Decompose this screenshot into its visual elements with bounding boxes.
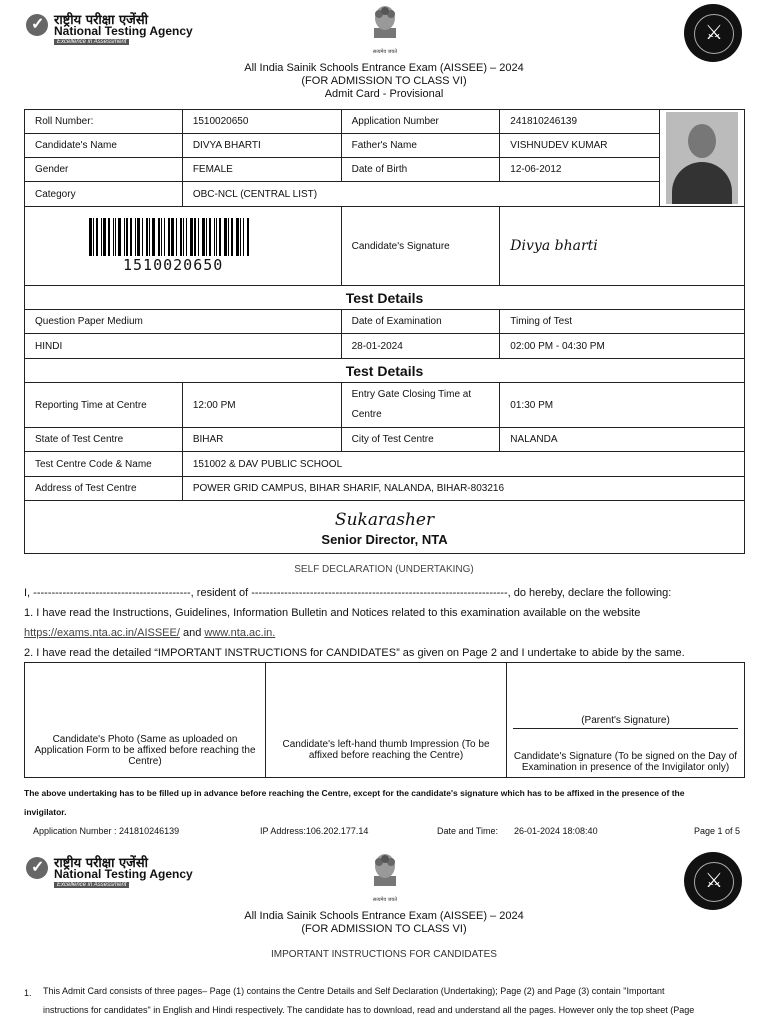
candidate-signature: Divya bharti (510, 238, 598, 254)
barcode-bar (214, 218, 215, 256)
sainik-school-seal-icon: ⚔ (684, 4, 742, 62)
gate-closing-label: Entry Gate Closing Time at Centre (341, 383, 500, 428)
link-separator: and (179, 627, 205, 639)
barcode-bar (161, 218, 162, 256)
candidate-signature-instruction: Candidate's Signature (To be signed on the Day of Examination in presence of the Invigilator only) (513, 751, 738, 773)
nta-logo (24, 10, 204, 56)
aissee-link[interactable]: https://exams.nta.ac.in/AISSEE/ (24, 627, 180, 639)
exam-subtitle: (FOR ADMISSION TO CLASS VI) (301, 75, 467, 87)
exam-date-value: 28-01-2024 (341, 334, 500, 359)
barcode-bar (183, 218, 184, 256)
footer-ip-address: IP Address:106.202.177.14 (260, 826, 369, 836)
gender-value: FEMALE (182, 158, 341, 182)
director-title: Senior Director, NTA (321, 531, 448, 547)
barcode-bar (168, 218, 170, 256)
category-value: OBC-NCL (CENTRAL LIST) (182, 182, 659, 207)
city-label: City of Test Centre (341, 428, 500, 452)
footer-datetime: 26-01-2024 18:08:40 (514, 826, 598, 836)
barcode-bar (180, 218, 182, 256)
roll-value: 1510020650 (182, 110, 341, 134)
director-cell (25, 501, 745, 554)
logo-hindi-text: राष्ट्रीय परीक्षा एजेंसी (54, 856, 148, 871)
reporting-value: 12:00 PM (182, 383, 341, 428)
medium-label: Question Paper Medium (25, 310, 342, 334)
father-value: VISHNUDEV KUMAR (500, 134, 660, 158)
emblem-motto: सत्यमेव जयते (372, 49, 398, 55)
candidate-photo (660, 110, 745, 207)
gender-label: Gender (25, 158, 183, 182)
barcode-bar (142, 218, 143, 256)
national-emblem-icon (364, 850, 406, 903)
city-value: NALANDA (500, 428, 745, 452)
instructions-title: IMPORTANT INSTRUCTIONS FOR CANDIDATES (271, 949, 497, 960)
state-label: State of Test Centre (25, 428, 183, 452)
application-label: Application Number (341, 110, 500, 134)
footer-page-number: Page 1 of 5 (694, 826, 741, 836)
barcode-bar (137, 218, 140, 256)
exam-date-label: Date of Examination (341, 310, 500, 334)
logo-name: National Testing Agency (54, 867, 193, 881)
father-label: Father's Name (341, 134, 500, 158)
barcode-bar (228, 218, 229, 256)
barcode-bar (209, 218, 211, 256)
thumb-box: Candidate's left-hand thumb Impression (To be affixed before reaching the Centre) (266, 663, 507, 778)
admit-card-table (24, 109, 745, 554)
roll-label: Roll Number: (25, 110, 183, 134)
barcode-bar (146, 218, 148, 256)
exam-title: All India Sainik Schools Entrance Exam (AISSEE) – 2024 (244, 62, 524, 74)
barcode-bar (113, 218, 114, 256)
timing-value: 02:00 PM - 04:30 PM (500, 334, 745, 359)
barcode-bar (247, 218, 249, 256)
barcode-cell (25, 207, 342, 286)
signature-label: Candidate's Signature (341, 207, 500, 286)
barcode-bar (198, 218, 199, 256)
barcode-bar (231, 218, 233, 256)
parent-signature-label: (Parent's Signature) (513, 715, 738, 729)
test-details-title-2: Test Details (25, 359, 745, 383)
barcode-bar (190, 218, 193, 256)
centre-code-value: 151002 & DAV PUBLIC SCHOOL (182, 452, 744, 477)
signature-cell (500, 207, 745, 286)
barcode-bar (124, 218, 125, 256)
nta-logo-page2 (24, 853, 204, 899)
photo-box: Candidate's Photo (Same as uploaded on Application Form to be affixed before reaching the Centre) (25, 663, 266, 778)
barcode-bar (115, 218, 116, 256)
nta-link[interactable]: www.nta.ac.in. (204, 627, 276, 639)
national-emblem-icon (364, 2, 406, 55)
instruction-number: 1. (24, 988, 32, 998)
barcode-bar (164, 218, 165, 256)
address-label: Address of Test Centre (25, 477, 183, 501)
timing-label: Timing of Test (500, 310, 745, 334)
footer-application-number: Application Number : 241810246139 (33, 826, 180, 836)
undertaking-boxes (24, 662, 745, 778)
logo-tagline: Excellence in Assessment (54, 39, 129, 45)
barcode-bar (130, 218, 132, 256)
barcode-bar (224, 218, 227, 256)
declaration-line-0: I, -------------------------------------------, resident of ----------------------------------------------------------------------, do hereby, declare the following: (24, 587, 672, 599)
name-value: DIVYA BHARTI (182, 134, 341, 158)
check-icon: ✓ (26, 857, 48, 879)
dob-value: 12-06-2012 (500, 158, 660, 182)
footer-datetime-label: Date and Time: (437, 826, 499, 836)
name-label: Candidate's Name (25, 134, 183, 158)
test-details-title-1: Test Details (25, 286, 745, 310)
declaration-line-1: 1. I have read the Instructions, Guidelines, Information Bulletin and Notices related to this examination available on the website (24, 607, 641, 619)
barcode-bar (243, 218, 244, 256)
barcode-bar (135, 218, 136, 256)
dob-label: Date of Birth (341, 158, 500, 182)
barcode-bar (171, 218, 174, 256)
category-label: Category (25, 182, 183, 207)
barcode-bar (240, 218, 241, 256)
instruction-1-line-b: instructions for candidates" in English and Hindi respectively. The candidate has to download, read and understand all the pages. However only the top sheet (Page (43, 1005, 695, 1015)
barcode-bar (96, 218, 98, 256)
gate-closing-value: 01:30 PM (500, 383, 745, 428)
sainik-school-seal-icon: ⚔ (684, 852, 742, 910)
barcode-bar (101, 218, 102, 256)
application-value: 241810246139 (500, 110, 660, 134)
barcode-bar (149, 218, 150, 256)
check-icon: ✓ (26, 14, 48, 36)
barcode-bar (93, 218, 94, 256)
barcode-bar (216, 218, 217, 256)
declaration-title: SELF DECLARATION (UNDERTAKING) (294, 564, 474, 575)
state-value: BIHAR (182, 428, 341, 452)
logo-hindi-text: राष्ट्रीय परीक्षा एजेंसी (54, 13, 148, 28)
barcode-bar (176, 218, 177, 256)
logo-name: National Testing Agency (54, 24, 193, 38)
barcode-bar (152, 218, 155, 256)
signature-box (507, 663, 745, 778)
barcode-bar (103, 218, 106, 256)
barcode-bar (194, 218, 196, 256)
medium-value: HINDI (25, 334, 342, 359)
undertaking-note: The above undertaking has to be filled up in advance before reaching the Centre, except for the candidate's signature which has to be affixed in the presence of the invigilator. (24, 788, 685, 817)
page2-exam-subtitle: (FOR ADMISSION TO CLASS VI) (301, 923, 467, 935)
barcode (89, 218, 341, 256)
barcode-bar (126, 218, 128, 256)
page2-exam-title: All India Sainik Schools Entrance Exam (AISSEE) – 2024 (244, 910, 524, 922)
declaration-line-2: 2. I have read the detailed “IMPORTANT INSTRUCTIONS for CANDIDATES” as given on Page 2 and I undertake to abide by the same. (24, 647, 685, 659)
barcode-bar (206, 218, 207, 256)
barcode-bar (108, 218, 110, 256)
barcode-number: 1510020650 (123, 256, 224, 274)
instruction-1-line-a: This Admit Card consists of three pages– Page (1) contains the Centre Details and Self Declaration (Undertaking); Page (2) and Page (3) contain "Important (43, 986, 665, 996)
reporting-label: Reporting Time at Centre (25, 383, 183, 428)
barcode-bar (89, 218, 92, 256)
director-signature: Sukarasher (334, 509, 435, 530)
centre-code-label: Test Centre Code & Name (25, 452, 183, 477)
barcode-bar (236, 218, 239, 256)
admit-card-label: Admit Card - Provisional (324, 88, 444, 100)
barcode-bar (202, 218, 205, 256)
barcode-bar (219, 218, 221, 256)
emblem-motto: सत्यमेव जयते (372, 897, 398, 903)
address-value: POWER GRID CAMPUS, BIHAR SHARIF, NALANDA, BIHAR-803216 (182, 477, 744, 501)
barcode-bar (158, 218, 160, 256)
logo-tagline: Excellence in Assessment (54, 882, 129, 888)
barcode-bar (118, 218, 121, 256)
barcode-bar (186, 218, 187, 256)
